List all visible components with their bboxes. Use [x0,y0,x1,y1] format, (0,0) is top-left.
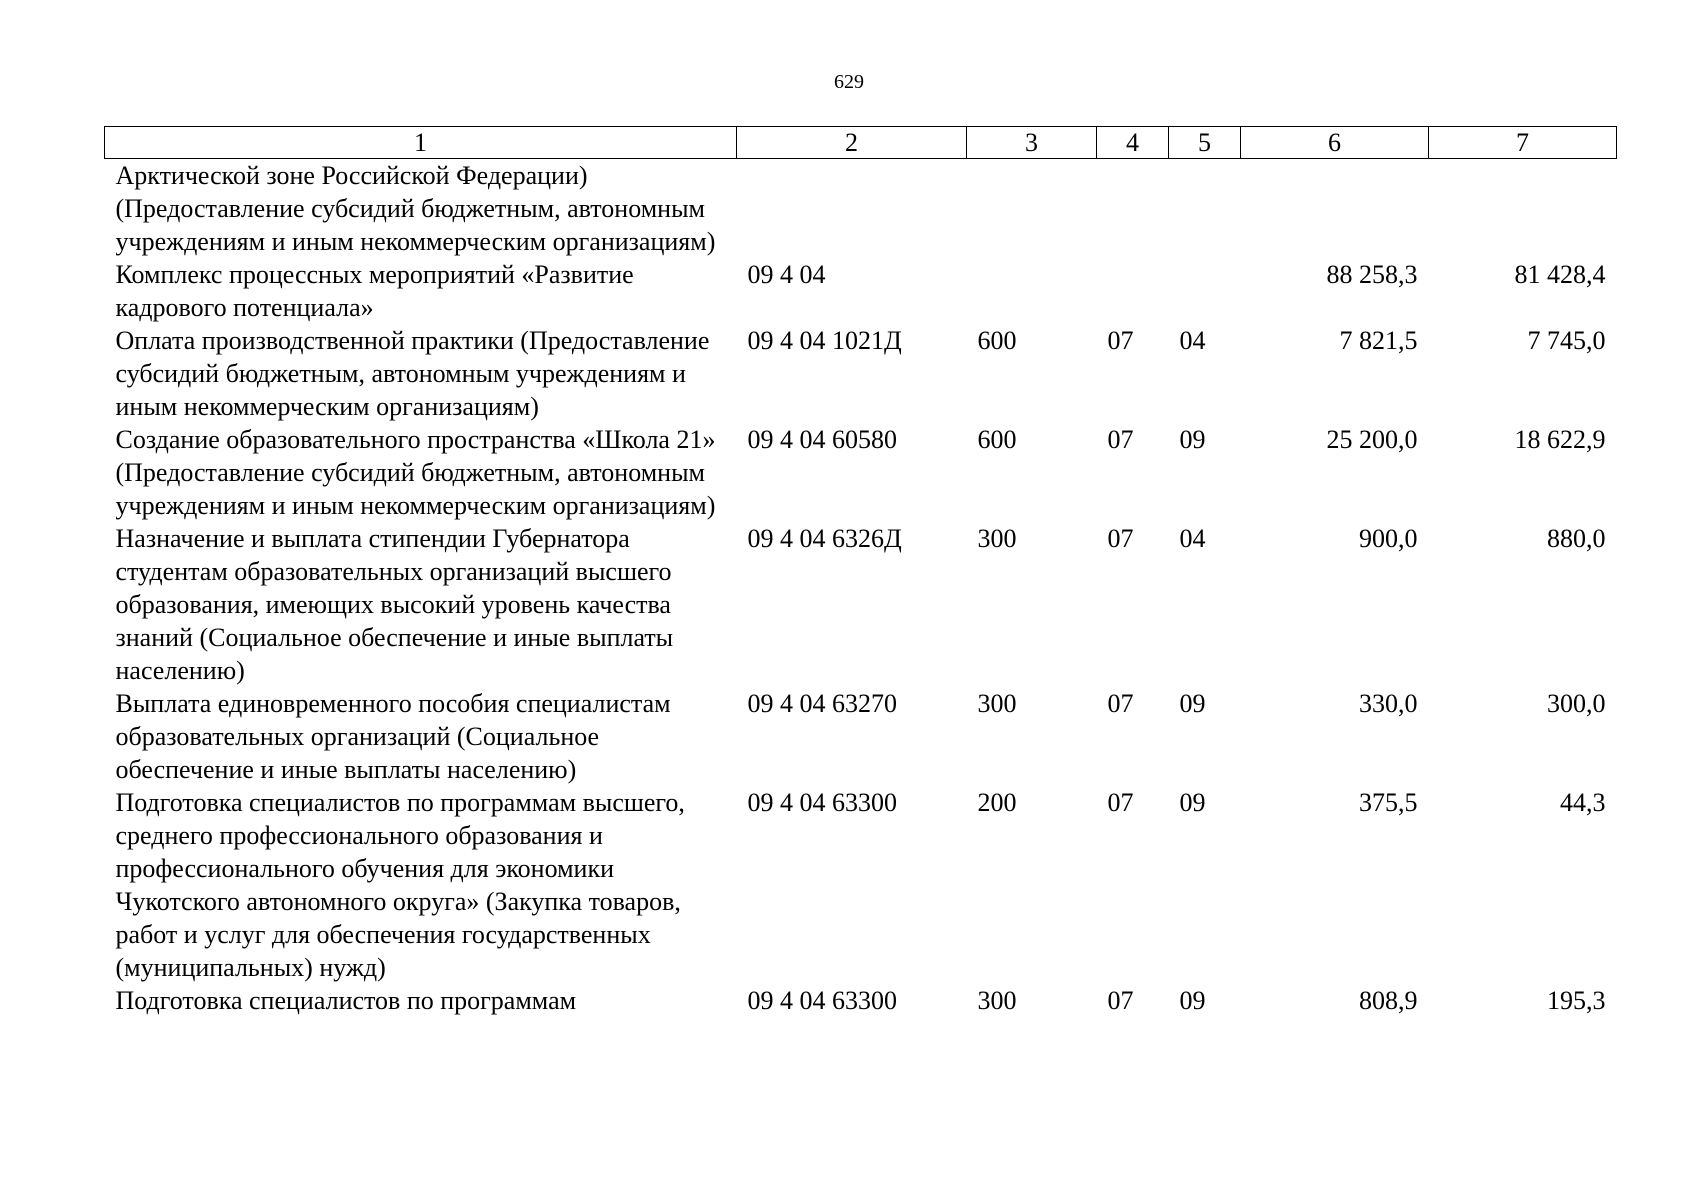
row-subsection: 09 [1179,788,1206,817]
page-number: 629 [834,71,864,93]
row-amount-col7: 44,3 [1560,788,1606,817]
row-section: 07 [1107,326,1134,355]
row-section: 07 [1107,986,1134,1015]
row-expense-type: 300 [977,986,1017,1015]
column-header-4: 4 [1097,127,1169,159]
row-subsection: 09 [1179,986,1206,1015]
row-amount-col7: 7 745,0 [1527,326,1606,355]
row-section: 07 [1107,524,1134,553]
row-subsection [1169,159,1241,259]
row-section: 07 [1107,788,1134,817]
table-row [105,786,1617,984]
row-name: Назначение и выплата стипендии Губернатора студентам образовательных организаций высшего образования, имеющих высокий уровень качества знаний (Социальное обеспечение и иные выплаты населению) [115,524,674,685]
row-target-code: 09 4 04 63270 [747,689,897,718]
table-row [105,258,1617,324]
row-amount-col7: 18 622,9 [1514,425,1606,454]
row-target-code: 09 4 04 63300 [747,986,897,1015]
row-section [1097,258,1169,324]
row-amount-col7: 300,0 [1547,689,1606,718]
table-row [105,687,1617,786]
table-row [105,159,1617,259]
row-name: Комплекс процессных мероприятий «Развитие кадрового потенциала» [115,260,634,322]
row-amount-col6: 375,5 [1359,788,1418,817]
table-row [105,522,1617,687]
row-amount-col7 [1429,159,1617,259]
row-expense-type [967,258,1097,324]
column-header-5: 5 [1169,127,1241,159]
table-row [105,984,1617,1017]
row-section: 07 [1107,689,1134,718]
row-subsection: 09 [1179,689,1206,718]
row-amount-col7: 880,0 [1547,524,1606,553]
row-name: Оплата производственной практики (Предоставление субсидий бюджетным, автономным учреждениям и иным некоммерческим организациям) [115,326,710,421]
row-target-code: 09 4 04 63300 [747,788,897,817]
row-target-code [737,159,967,259]
row-subsection: 09 [1179,425,1206,454]
row-name: Арктической зоне Российской Федерации) (Предоставление субсидий бюджетным, автономным учреждениям и иным некоммерческим организациям) [115,161,716,256]
row-expense-type: 300 [977,689,1017,718]
row-expense-type [967,159,1097,259]
column-header-3: 3 [967,127,1097,159]
row-subsection: 04 [1179,524,1206,553]
row-amount-col6: 900,0 [1359,524,1418,553]
column-header-6: 6 [1241,127,1429,159]
row-target-code: 09 4 04 [747,260,826,289]
column-header-1: 1 [105,127,737,159]
row-subsection: 04 [1179,326,1206,355]
row-amount-col6: 88 258,3 [1326,260,1418,289]
column-header-7: 7 [1429,127,1617,159]
row-amount-col7: 81 428,4 [1514,260,1606,289]
column-header-2: 2 [737,127,967,159]
column-number-header-row [105,127,1617,159]
row-name: Подготовка специалистов по программам [115,986,577,1015]
row-expense-type: 600 [977,326,1017,355]
row-expense-type: 600 [977,425,1017,454]
row-amount-col6: 808,9 [1359,986,1418,1015]
row-amount-col7: 195,3 [1547,986,1606,1015]
row-expense-type: 300 [977,524,1017,553]
row-amount-col6: 25 200,0 [1326,425,1418,454]
row-name: Создание образовательного пространства «Школа 21» (Предоставление субсидий бюджетным, автономным учреждениям и иным некоммерческим организациям) [115,425,716,520]
table-row [105,423,1617,522]
row-subsection [1169,258,1241,324]
row-section [1097,159,1169,259]
row-name: Выплата единовременного пособия специалистам образовательных организаций (Социальное обеспечение и иные выплаты населению) [115,689,671,784]
row-section: 07 [1107,425,1134,454]
row-target-code: 09 4 04 1021Д [747,326,902,355]
row-expense-type: 200 [977,788,1017,817]
budget-table [104,126,1617,1017]
row-target-code: 09 4 04 6326Д [747,524,902,553]
row-name: Подготовка специалистов по программам высшего, среднего профессионального образования и профессионального обучения для экономики Чукотского автономного округа» (Закупка товаров, работ и услуг для обеспечения государственных (муниципальных) нужд) [115,788,685,982]
row-amount-col6 [1241,159,1429,259]
table-row [105,324,1617,423]
row-target-code: 09 4 04 60580 [747,425,897,454]
row-amount-col6: 7 821,5 [1339,326,1418,355]
row-amount-col6: 330,0 [1359,689,1418,718]
